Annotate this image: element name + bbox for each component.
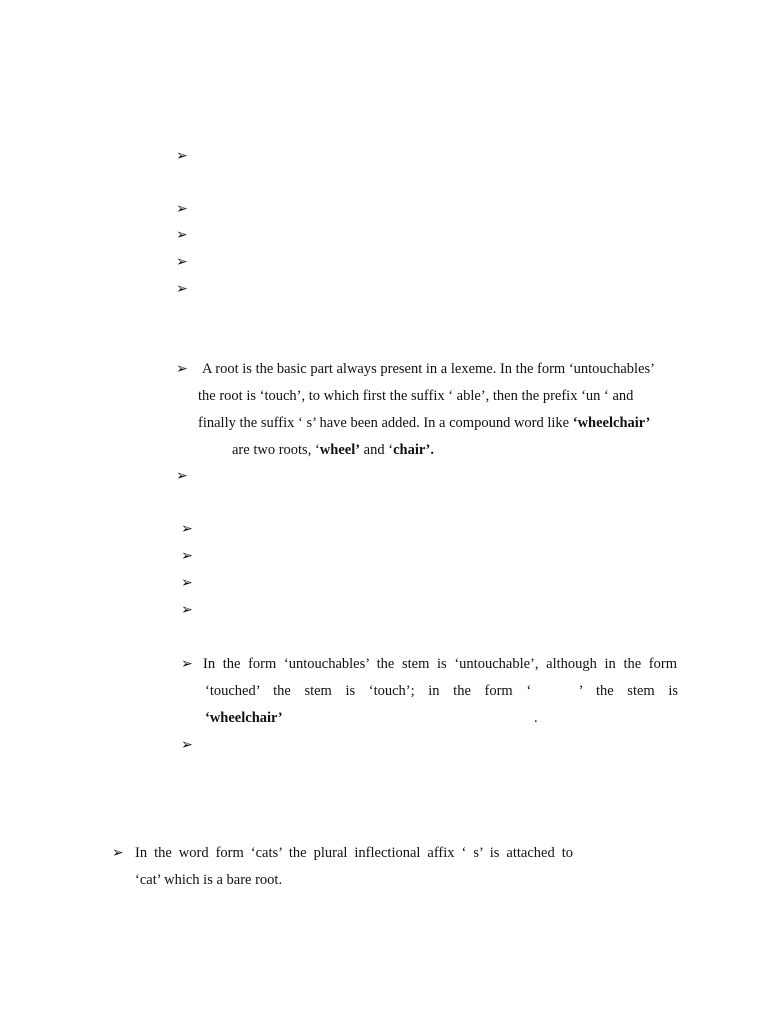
root-paragraph-line-3-text: finally the suffix ‘ s’ have been added. In a compound word like [198, 415, 570, 431]
bullet-arrow-icon: ➢ [181, 656, 193, 672]
bullet-arrow-icon: ➢ [176, 201, 188, 217]
bullet-arrow-icon: ➢ [176, 227, 188, 243]
bullet-arrow-icon: ➢ [176, 254, 188, 270]
root-paragraph-line-4 [232, 441, 434, 459]
stem-paragraph-end-period: . [534, 710, 538, 726]
bullet-arrow-icon: ➢ [181, 602, 193, 618]
root-paragraph-line-3 [198, 414, 650, 432]
bare-root-paragraph-line-1: In the word form ‘cats’ the plural inflectional affix ‘ s’ is attached to [135, 845, 573, 861]
bullet-arrow-icon: ➢ [181, 575, 193, 591]
root-chair: chair’. [393, 442, 434, 458]
bare-root-paragraph-line-2: ‘cat’ which is a bare root. [135, 872, 283, 888]
bullet-arrow-icon: ➢ [176, 361, 188, 377]
bullet-arrow-icon: ➢ [181, 737, 193, 753]
root-wheel: wheel’ [319, 442, 361, 458]
bullet-arrow-icon: ➢ [181, 521, 193, 537]
stem-paragraph-line-1: In the form ‘untouchables’ the stem is ‘untouchable’, although in the form [203, 656, 677, 672]
root-paragraph-line-4-b: and ‘ [360, 442, 394, 458]
root-paragraph-line-1: A root is the basic part always present in a lexeme. In the form ‘untouchables’ [202, 361, 655, 377]
compound-word-example: ‘wheelchair’ [572, 415, 651, 431]
root-paragraph-line-4-a: are two roots, ‘ [232, 442, 320, 458]
stem-wheelchair: ‘wheelchair’ [205, 710, 283, 726]
stem-paragraph-line-2-a: ‘touched’ the stem is ‘touch’; in the form ‘ [205, 683, 532, 699]
bullet-arrow-icon: ➢ [176, 148, 188, 164]
bullet-arrow-icon: ➢ [112, 845, 124, 861]
stem-paragraph-line-2-b: ’ the stem is [578, 683, 678, 699]
bullet-arrow-icon: ➢ [176, 468, 188, 484]
root-paragraph-line-2: the root is ‘touch’, to which first the suffix ‘ able’, then the prefix ‘un ‘ and [198, 388, 634, 404]
bullet-arrow-icon: ➢ [181, 548, 193, 564]
bullet-arrow-icon: ➢ [176, 281, 188, 297]
